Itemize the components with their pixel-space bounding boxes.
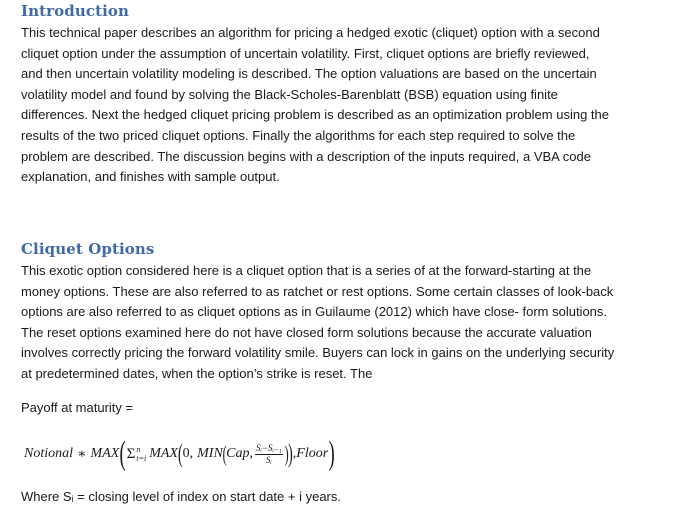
- formula-floor: ,Floor: [292, 446, 329, 461]
- paragraph-line: at predetermined dates, when the option’s strike is reset. The: [21, 365, 373, 381]
- formula-max-outer: MAX: [90, 446, 120, 461]
- paragraph-line: involves correctly pricing the forward volatility smile. Buyers can lock in gains on the underlying security: [21, 345, 615, 361]
- paragraph-line: cliquet option under the assumption of uncertain volatility. First, cliquet options are briefly reviewed,: [21, 45, 590, 61]
- payoff-label: Payoff at maturity =: [21, 400, 134, 415]
- paragraph-line: volatility model and found by solving the Black-Scholes-Barenblatt (BSB) equation using finite: [21, 86, 558, 102]
- introduction-paragraph: [21, 23, 661, 188]
- paragraph-line: differences. Next the hedged cliquet pricing problem is described as an optimization problem using the: [21, 107, 609, 123]
- payoff-formula: Notional ∗ MAX ( Σ n t=i MAX ( 0, MIN ( Cap, $\frac{\text{Sᵢ−Sᵢ₋₁}}{\text{Sᵢ}}$ ) ) ,Floor ): [24, 435, 335, 472]
- formula-zero: 0,: [182, 446, 194, 461]
- formula-sum-upper: n: [136, 445, 141, 454]
- paragraph-line: and then uncertain volatility modeling is described. The option valuations are based on the uncertain: [21, 66, 597, 82]
- paragraph-line: options are also referred to as cliquet options as in Guilaume (2012) which have close- form solutions.: [21, 304, 608, 320]
- formula-sigma: Σ: [126, 445, 136, 462]
- formula-max-inner: MAX: [149, 446, 178, 461]
- formula-denominator: Sᵢ: [265, 454, 272, 465]
- formula-sum-limits: [136, 445, 146, 463]
- formula-notional: Notional: [24, 446, 74, 461]
- paragraph-line: The reset options examined here do not have closed form solutions because the accurate valuation: [21, 324, 592, 340]
- cliquet-options-paragraph: [21, 261, 661, 385]
- formula-sum-lower: t=i: [136, 454, 147, 463]
- formula-times: ∗: [77, 446, 87, 462]
- introduction-heading: Introduction: [21, 2, 130, 20]
- cliquet-options-heading: Cliquet Options: [21, 240, 155, 258]
- paragraph-line: This technical paper describes an algorithm for pricing a hedged exotic (cliquet) option with a second: [21, 25, 600, 40]
- formula-min: MIN: [197, 446, 223, 461]
- formula-fraction: [255, 443, 283, 466]
- paragraph-line: explanation, and finishes with sample output.: [21, 169, 280, 185]
- paragraph-line: results of the two priced cliquet options. Finally the algorithms for each step required to solve the: [21, 127, 576, 143]
- formula-numerator: Sᵢ−Sᵢ₋₁: [255, 442, 282, 453]
- where-definition: Where Sᵢ = closing level of index on start date + i years.: [21, 489, 341, 504]
- formula-cap: Cap,: [226, 446, 253, 461]
- paragraph-line: money options. These are also referred to as ratchet or rest options. Some certain classes of look-back: [21, 283, 614, 299]
- paragraph-line: This exotic option considered here is a cliquet option that is a series of at the forward-starting at the: [21, 263, 592, 278]
- paragraph-line: problem are described. The discussion begins with a description of the inputs required, a VBA code: [21, 148, 591, 164]
